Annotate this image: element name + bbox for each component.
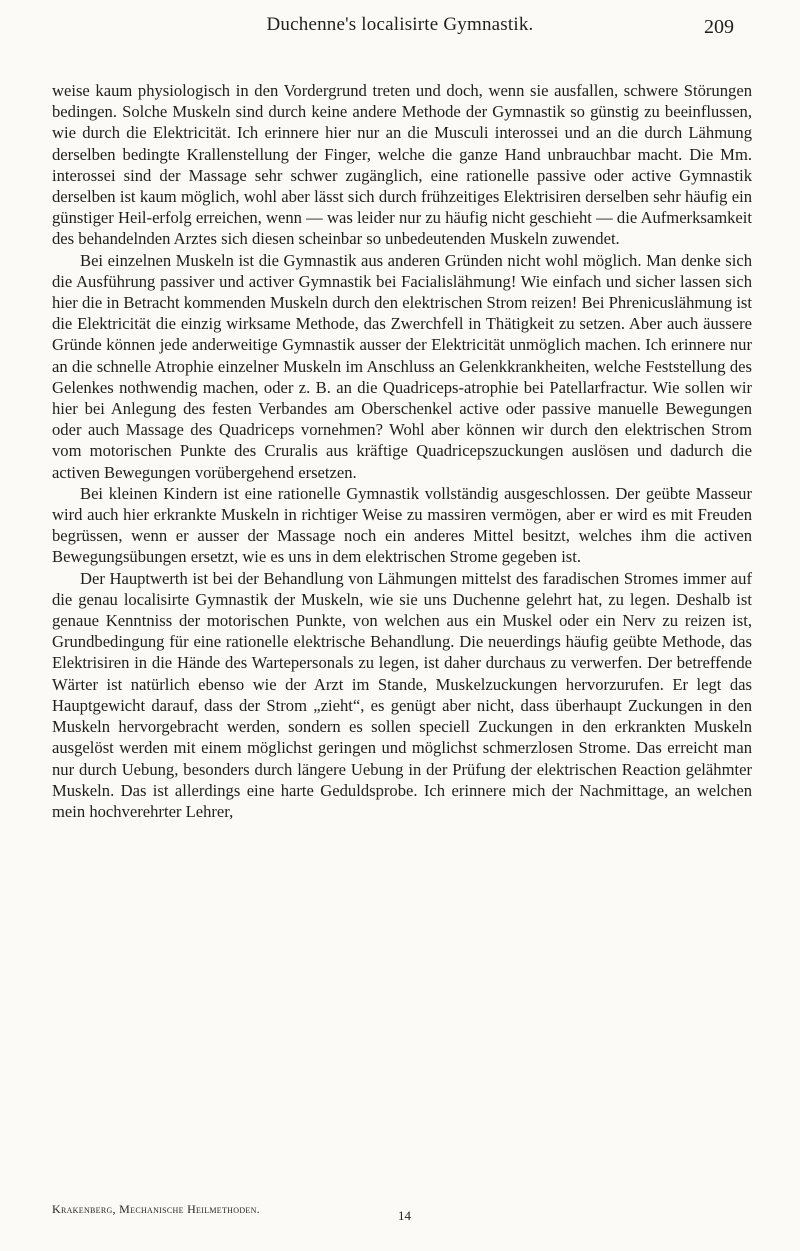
paragraph: Der Hauptwerth ist bei der Behandlung von Lähmungen mittelst des faradischen Stromes immer auf die genau localisirte Gymnastik der Muskeln, wie sie uns Duchenne gelehrt hat, zu legen. Deshalb ist genaue Kenntniss der motorischen Punkte, von welchen aus ein Muskel oder ein Nerv zu reizen ist, Grundbedingung für eine rationelle elektrische Behandlung. Die neuerdings häufig geübte Methode, das Elektrisiren in die Hände des Wartepersonals zu legen, ist daher durchaus zu verwerfen. Der betreffende Wärter ist natürlich ebenso wie der Arzt im Stande, Muskelzuckungen hervorzurufen. Er legt das Hauptgewicht darauf, dass der Strom „zieht“, es genügt aber nicht, dass überhaupt Zuckungen in den Muskeln hervorgebracht werden, sondern es sollen speciell Zuckungen in den erkrankten Muskeln ausgelöst werden mit einem möglichst geringen und möglichst schmerzlosen Strome. Das erreicht man nur durch Uebung, besonders durch längere Uebung in der Prüfung der elektrischen Reaction gelähmter Muskeln. Das ist allerdings eine harte Geduldsprobe. Ich erinnere mich der Nachmittage, an welchen mein hochverehrter Lehrer, [52, 568, 752, 821]
paragraph: Bei kleinen Kindern ist eine rationelle Gymnastik vollständig ausgeschlossen. Der geübte Masseur wird auch hier erkrankte Muskeln in richtiger Weise zu massiren vermögen, aber er wird es mit Freuden begrüssen, wenn er ausser der Massage noch ein anderes Mittel besitzt, welches ihm die activen Bewegungsübungen ersetzt, wie es uns in dem elektrischen Strome gegeben ist. [52, 483, 752, 567]
page-number: 209 [704, 16, 734, 38]
page-footer [52, 1196, 752, 1226]
body-text [52, 80, 752, 822]
sheet-number: 14 [398, 1208, 411, 1223]
paragraph-continuation: weise kaum physiologisch in den Vordergrund treten und doch, wenn sie ausfallen, schwere Störungen bedingen. Solche Muskeln sind durch keine andere Methode der Gymnastik so günstig zu beeinflussen, wie durch die Elektricität. Ich erinnere hier nur an die Musculi interossei und an die durch Lähmung derselben bedingte Krallenstellung der Finger, welche die ganze Hand unbrauchbar macht. Die Mm. interossei sind der Massage sehr schwer zugänglich, eine rationelle passive oder active Gymnastik derselben ist kaum möglich, wohl aber lässt sich durch frühzeitiges Elektrisiren derselben sehr häufig ein günstiger Heil-erfolg erreichen, wenn — was leider nur zu häufig nicht geschieht — die Aufmerksamkeit des behandelnden Arztes sich diesen scheinbar so unbedeutenden Muskeln zuwendet. [52, 81, 752, 249]
page-header [60, 14, 740, 44]
running-title: Duchenne's localisirte Gymnastik. [266, 14, 534, 35]
paragraph: Bei einzelnen Muskeln ist die Gymnastik aus anderen Gründen nicht wohl möglich. Man denke sich die Ausführung passiver und activer Gymnastik bei Facialislähmung! Wie einfach und sicher lassen sich hier die in Betracht kommenden Muskeln durch den elektrischen Strom reizen! Bei Phrenicuslähmung ist die Elektricität die einzig wirksame Methode, das Zwerchfell in Thätigkeit zu setzen. Aber auch äussere Gründe können jede anderweitige Gymnastik ausser der Elektricität unmöglich machen. Ich erinnere nur an die schnelle Atrophie einzelner Muskeln im Anschluss an Gelenkkrankheiten, welche Feststellung des Gelenkes nothwendig machen, oder z. B. an die Quadriceps-atrophie bei Patellarfractur. Wie sollen wir hier bei Anlegung des festen Verbandes am Oberschenkel active oder passive manuelle Bewegungen oder auch Massage des Quadriceps vornehmen? Wohl aber können wir durch den elektrischen Strom vom motorischen Punkte des Cruralis aus kräftige Quadricepszuckungen auslösen und dadurch die activen Bewegungen vorübergehend ersetzen. [52, 250, 752, 482]
footer-signature: Krakenberg, Mechanische Heilmethoden. [52, 1202, 260, 1216]
